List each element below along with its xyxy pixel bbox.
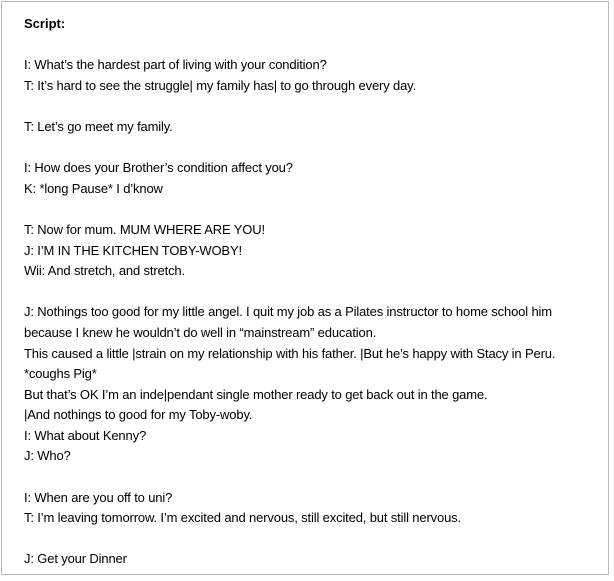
block-3 xyxy=(24,158,608,199)
script-line: I: What about Kenny? xyxy=(24,427,147,443)
block-1 xyxy=(24,55,608,96)
document-page xyxy=(1,1,609,575)
block-4 xyxy=(24,220,608,282)
block-5 xyxy=(24,302,608,467)
script-line: J: Who? xyxy=(24,448,71,464)
script-line: I: How does your Brother’s condition affect you? xyxy=(24,160,293,176)
script-title: Script: xyxy=(24,16,66,31)
script-line: *coughs Pig* xyxy=(24,366,97,382)
script-line: K: *long Pause* I d’know xyxy=(24,180,163,196)
script-line: I: What’s the hardest part of living with your condition? xyxy=(24,57,327,73)
block-7 xyxy=(24,549,608,570)
blank-line xyxy=(24,282,608,303)
script-line: But that’s OK I’m an inde|pendant single mother ready to get back out in the game. xyxy=(24,386,488,402)
script-line: T: I’m leaving tomorrow. I’m excited and nervous, still excited, but still nervous. xyxy=(24,510,461,526)
blank-line xyxy=(24,467,608,488)
script-line: T: Now for mum. MUM WHERE ARE YOU! xyxy=(24,221,265,237)
script-line: T: It’s hard to see the struggle| my family has| to go through every day. xyxy=(24,77,417,93)
script-line: J: I’M IN THE KITCHEN TOBY-WOBY! xyxy=(24,242,242,258)
block-6 xyxy=(24,488,608,529)
blank-line xyxy=(24,138,608,159)
script-line: T: Let’s go meet my family. xyxy=(24,118,173,134)
blank-line xyxy=(24,529,608,550)
script-line: I: When are you off to uni? xyxy=(24,489,173,505)
script-line: This caused a little |strain on my relationship with his father. |But he’s happy with Stacy in Peru. xyxy=(24,345,556,361)
blank-line xyxy=(24,199,608,220)
script-line: J: Get your Dinner xyxy=(24,551,127,567)
script-line: J: Nothings too good for my little angel. I quit my job as a Pilates instructor to home school him xyxy=(24,304,552,320)
block-2 xyxy=(24,117,608,138)
script-line: Wii: And stretch, and stretch. xyxy=(24,263,185,279)
script-line: |And nothings to good for my Toby-woby. xyxy=(24,407,253,423)
script-line: because I knew he wouldn’t do well in “mainstream” education. xyxy=(24,324,377,340)
blank-line xyxy=(24,96,608,117)
